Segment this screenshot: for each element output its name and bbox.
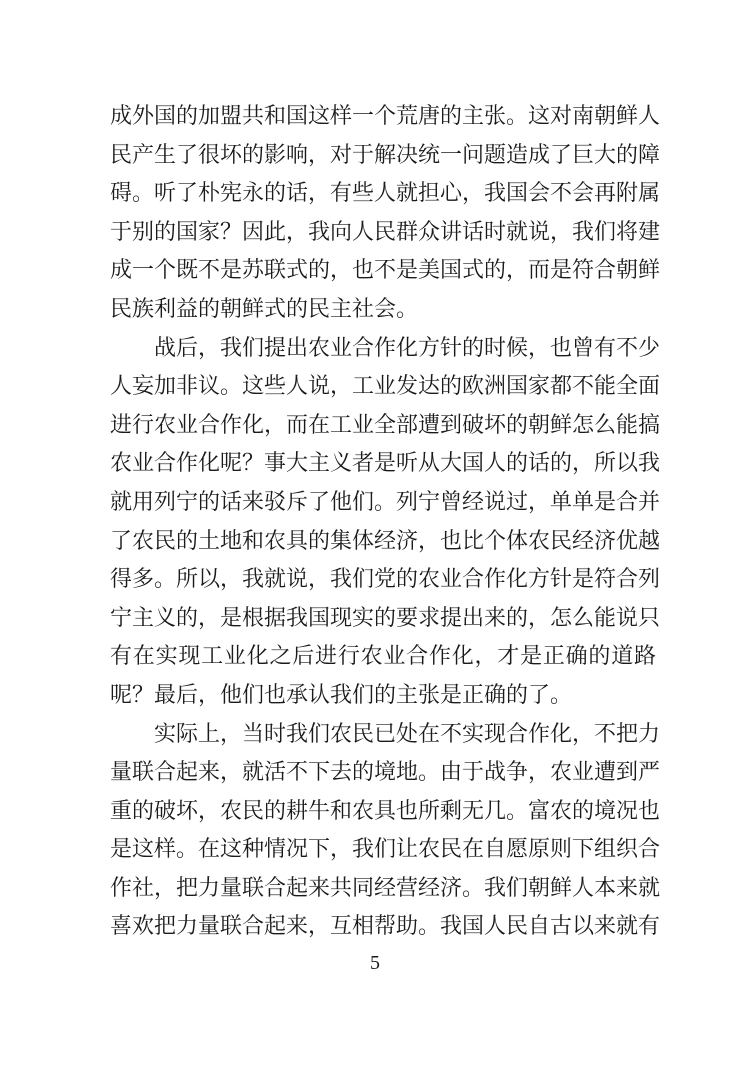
text-line: 宁主义的，是根据我国现实的要求提出来的，怎么能说只 [110,605,661,631]
text-line: 进行农业合作化，而在工业全部遭到破坏的朝鲜怎么能搞 [110,412,661,438]
page-number: 5 [370,952,380,974]
text-line: 于别的国家？因此，我向人民群众讲话时就说，我们将建 [110,219,661,245]
paragraph-2 [110,330,661,716]
text-line: 作社，把力量联合起来共同经营经济。我们朝鲜人本来就 [110,875,661,901]
text-line: 碍。听了朴宪永的话，有些人就担心，我国会不会再附属 [110,181,661,207]
page-body [110,98,661,947]
paragraph-3 [110,716,661,948]
text-line: 是这样。在这种情况下，我们让农民在自愿原则下组织合 [110,837,661,863]
text-line: 成一个既不是苏联式的，也不是美国式的，而是符合朝鲜 [110,258,661,284]
text-line: 呢？最后，他们也承认我们的主张是正确的了。 [110,682,573,708]
text-line: 农业合作化呢？事大主义者是听从大国人的话的，所以我 [110,451,661,477]
text-line: 有在实现工业化之后进行农业合作化，才是正确的道路 [110,644,656,670]
text-line: 得多。所以，我就说，我们党的农业合作化方针是符合列 [110,567,661,593]
text-line: 了农民的土地和农具的集体经济，也比个体农民经济优越 [110,528,661,554]
text-line: 民产生了很坏的影响，对于解决统一问题造成了巨大的障 [110,142,661,168]
text-line: 人妄加非议。这些人说，工业发达的欧洲国家都不能全面 [110,374,661,400]
text-line: 成外国的加盟共和国这样一个荒唐的主张。这对南朝鲜人 [110,104,661,129]
text-line: 喜欢把力量联合起来，互相帮助。我国人民自古以来就有 [110,914,661,940]
text-line: 民族利益的朝鲜式的民主社会。 [110,296,419,322]
text-line: 就用列宁的话来驳斥了他们。列宁曾经说过，单单是合并 [110,489,661,515]
text-line: 量联合起来，就活不下去的境地。由于战争，农业遭到严 [110,760,661,786]
text-line: 实际上，当时我们农民已处在不实现合作化，不把力 [110,721,661,747]
text-line: 战后，我们提出农业合作化方针的时候，也曾有不少 [110,335,661,361]
paragraph-1 [110,98,661,330]
text-line: 重的破坏，农民的耕牛和农具也所剩无几。富农的境况也 [110,798,661,824]
